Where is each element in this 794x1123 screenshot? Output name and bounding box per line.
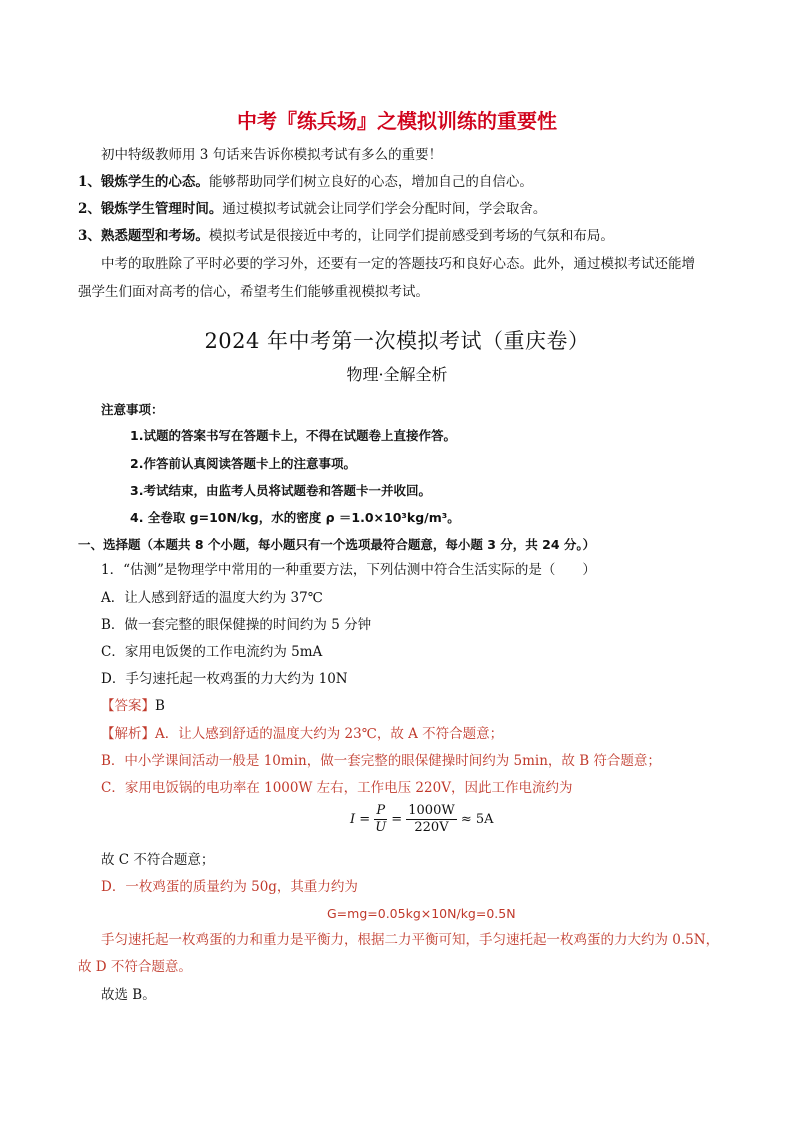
- point-num: 1、: [78, 174, 101, 190]
- promo-closing-line2: 强学生们面对高考的信心，希望考生们能够重视模拟考试。: [78, 284, 429, 300]
- formula-eq2: =: [391, 812, 403, 827]
- analysis-line-a: [101, 725, 503, 743]
- point-head: 熟悉题型和考场。: [100, 228, 209, 244]
- point-num: 2、: [78, 201, 101, 217]
- point-body: 通过模拟考试就会让同学们学会分配时间，学会取舍。: [222, 201, 547, 217]
- answer-tag: 【答案】: [101, 698, 155, 714]
- section-heading: 一、选择题（本题共 8 个小题，每小题只有一个选项最符合题意，每小题 3 分，共 24 分。）: [78, 537, 596, 552]
- point-body: 模拟考试是很接近中考的，让同学们提前感受到考场的气氛和布局。: [208, 228, 614, 244]
- final-answer: 故选 B。: [101, 987, 156, 1003]
- point-num: 3、: [78, 228, 101, 244]
- conclusion-line2: 故 D 不符合题意。: [78, 959, 192, 975]
- notice-heading: 注意事项：: [101, 402, 164, 417]
- exam-title: 2024 年中考第一次模拟考试（重庆卷）: [204, 329, 590, 353]
- fraction-values: [406, 803, 456, 836]
- conclusion-line1: 手匀速托起一枚鸡蛋的力和重力是平衡力，根据二力平衡可知，手匀速托起一枚鸡蛋的力大约为 0.5N，: [101, 932, 720, 948]
- formula-result: ≈ 5A: [460, 812, 494, 827]
- analysis-tag: 【解析】: [101, 726, 155, 742]
- question-stem: 1．“估测”是物理学中常用的一种重要方法，下列估测中符合生活实际的是（ ）: [101, 562, 596, 578]
- analysis-line-d: D．一枚鸡蛋的质量约为 50g，其重力约为: [101, 879, 358, 895]
- analysis-line-b: B．中小学课间活动一般是 10min，做一套完整的眼保健操时间约为 5min，故 B 符合题意；: [101, 753, 661, 769]
- option-b: B．做一套完整的眼保健操的时间约为 5 分钟: [101, 617, 372, 633]
- promo-point-3: [78, 227, 614, 245]
- formula-num: 1000W: [408, 803, 455, 818]
- gravity-formula: G=mg=0.05kg×10N/kg=0.5N: [327, 906, 516, 921]
- option-a: A．让人感到舒适的温度大约为 37℃: [101, 590, 323, 606]
- current-formula: [350, 803, 494, 836]
- analysis-line-c: C．家用电饭锅的电功率在 1000W 左右，工作电压 220V，因此工作电流约为: [101, 780, 573, 796]
- option-c: C．家用电饭煲的工作电流约为 5mA: [101, 644, 323, 660]
- notice-item-3: 3.考试结束，由监考人员将试题卷和答题卡一并收回。: [130, 483, 431, 498]
- answer-value: B: [155, 698, 165, 714]
- notice-item-1: 1.试题的答案书写在答题卡上，不得在试题卷上直接作答。: [130, 428, 456, 443]
- notice-item-2: 2.作答前认真阅读答题卡上的注意事项。: [130, 456, 356, 471]
- notice-item-4: 4. 全卷取 g=10N/kg，水的密度 ρ ＝1.0×10³kg/m³。: [130, 510, 460, 525]
- exam-subtitle: 物理·全解全析: [346, 365, 448, 384]
- promo-point-1: [78, 173, 533, 191]
- promo-title: 中考『练兵场』之模拟训练的重要性: [237, 109, 557, 133]
- analysis-a-text: A．让人感到舒适的温度大约为 23℃，故 A 不符合题意；: [155, 726, 504, 742]
- promo-closing-line1: 中考的取胜除了平时必要的学习外，还要有一定的答题技巧和良好心态。此外，通过模拟考试还能增: [101, 256, 695, 272]
- promo-intro: 初中特级教师用 3 句话来告诉你模拟考试有多么的重要！: [101, 147, 443, 163]
- analysis-c-end: 故 C 不符合题意；: [101, 852, 215, 868]
- point-body: 能够帮助同学们树立良好的心态，增加自己的自信心。: [208, 174, 533, 190]
- point-head: 锻炼学生的心态。: [100, 174, 209, 190]
- option-d: D．手匀速托起一枚鸡蛋的力大约为 10N: [101, 671, 348, 687]
- formula-lhs: I: [350, 812, 356, 827]
- formula-p: P: [376, 803, 386, 818]
- point-head: 锻炼学生管理时间。: [100, 201, 223, 217]
- formula-eq1: =: [359, 812, 371, 827]
- formula-den: 220V: [414, 820, 449, 835]
- fraction-pu: [374, 803, 387, 836]
- answer-line: [101, 697, 165, 715]
- formula-u: U: [375, 820, 387, 835]
- promo-point-2: [78, 200, 546, 218]
